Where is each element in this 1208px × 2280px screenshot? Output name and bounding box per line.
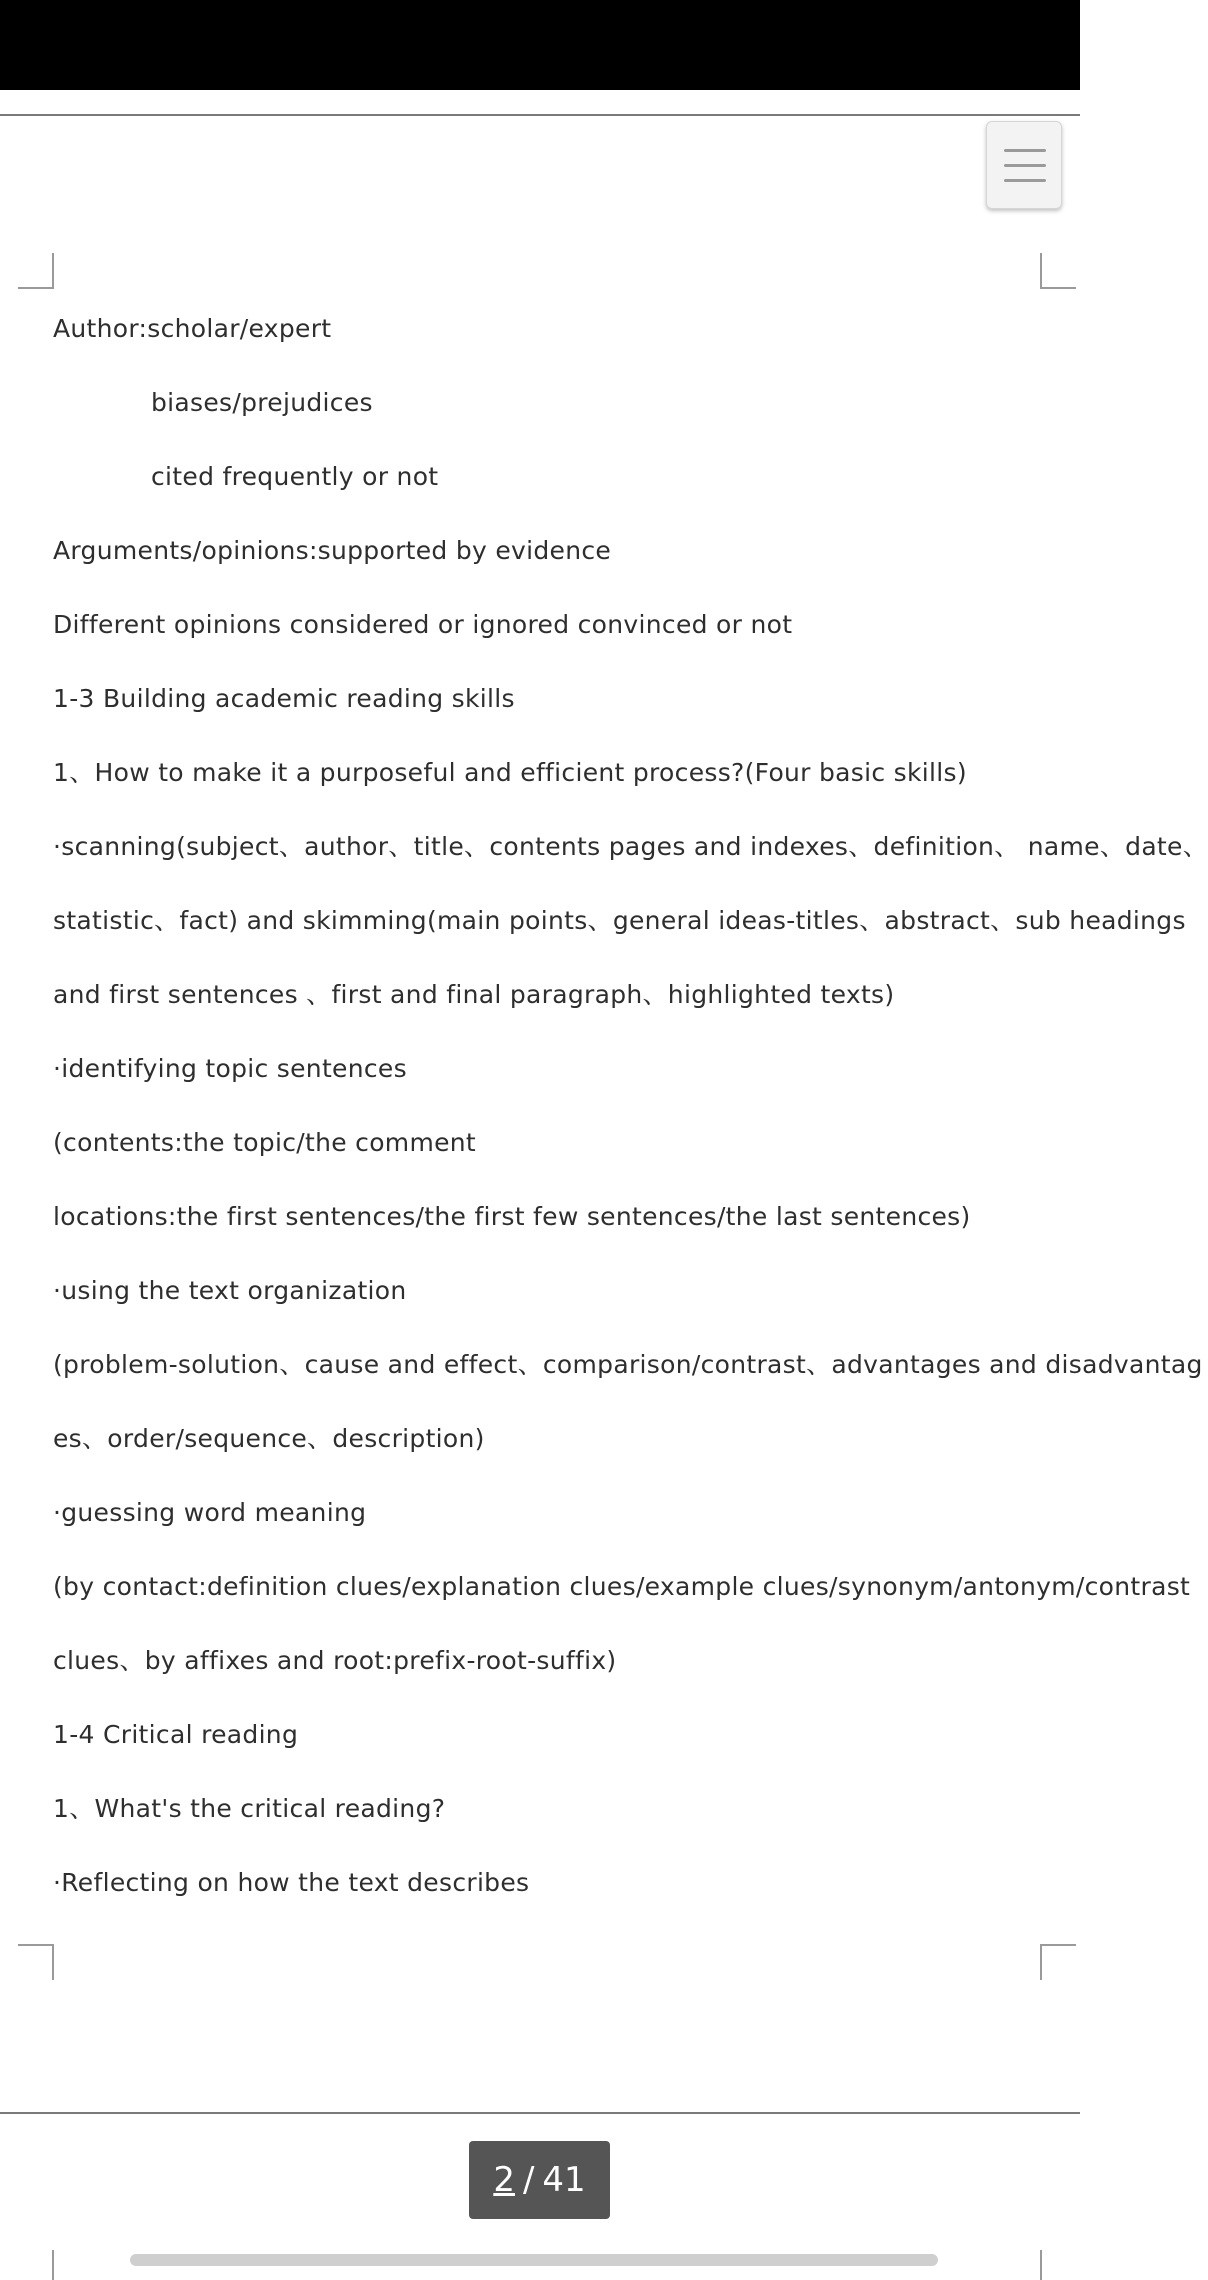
page-corner-mark	[1040, 1944, 1076, 1980]
document-line: ·using the text organization	[53, 1276, 407, 1305]
page-edge-mark	[1040, 2250, 1042, 2280]
document-line: ·identifying topic sentences	[53, 1054, 407, 1083]
document-line: ·guessing word meaning	[53, 1498, 367, 1527]
total-pages: 41	[542, 2160, 586, 2200]
page-edge-mark	[52, 2250, 54, 2280]
document-line: 1-3 Building academic reading skills	[53, 684, 515, 713]
document-page-text	[53, 292, 1208, 1920]
document-line: (by contact:definition clues/explanation clues/example clues/synonym/antonym/contrast	[53, 1572, 1191, 1601]
bottom-divider	[0, 2112, 1080, 2114]
top-divider	[0, 114, 1080, 116]
document-line: biases/prejudices	[151, 388, 373, 417]
status-bar	[0, 0, 1080, 90]
document-line: 1-4 Critical reading	[53, 1720, 299, 1749]
document-line: ·scanning(subject、author、title、contents pages and indexes、definition、 name、date、	[53, 832, 1208, 861]
document-line: (problem-solution、cause and effect、comparison/contrast、advantages and disadvantag	[53, 1350, 1203, 1379]
document-line: locations:the first sentences/the first few sentences/the last sentences)	[53, 1202, 971, 1231]
document-line: es、order/sequence、description)	[53, 1424, 485, 1453]
horizontal-scrollbar[interactable]	[130, 2254, 938, 2266]
menu-button[interactable]	[986, 121, 1062, 209]
document-line: 1、What's the critical reading?	[53, 1794, 446, 1823]
document-line: 1、How to make it a purposeful and efficient process?(Four basic skills)	[53, 758, 967, 787]
document-line: Arguments/opinions:supported by evidence	[53, 536, 612, 565]
document-line: Author:scholar/expert	[53, 314, 332, 343]
page-corner-mark	[18, 1944, 54, 1980]
document-line: Different opinions considered or ignored convinced or not	[53, 610, 793, 639]
page-corner-mark	[18, 253, 54, 289]
page-indicator[interactable]	[469, 2141, 610, 2219]
document-line: clues、by affixes and root:prefix-root-suffix)	[53, 1646, 617, 1675]
document-line: and first sentences 、first and final paragraph、highlighted texts)	[53, 980, 895, 1009]
document-line: statistic、fact) and skimming(main points、general ideas-titles、abstract、sub headings	[53, 906, 1186, 935]
page-corner-mark	[1040, 253, 1076, 289]
document-line: ·Reflecting on how the text describes	[53, 1868, 530, 1897]
page-separator: /	[522, 2160, 535, 2200]
current-page-number[interactable]: 2	[493, 2160, 515, 2200]
document-line: cited frequently or not	[151, 462, 439, 491]
document-line: (contents:the topic/the comment	[53, 1128, 477, 1157]
